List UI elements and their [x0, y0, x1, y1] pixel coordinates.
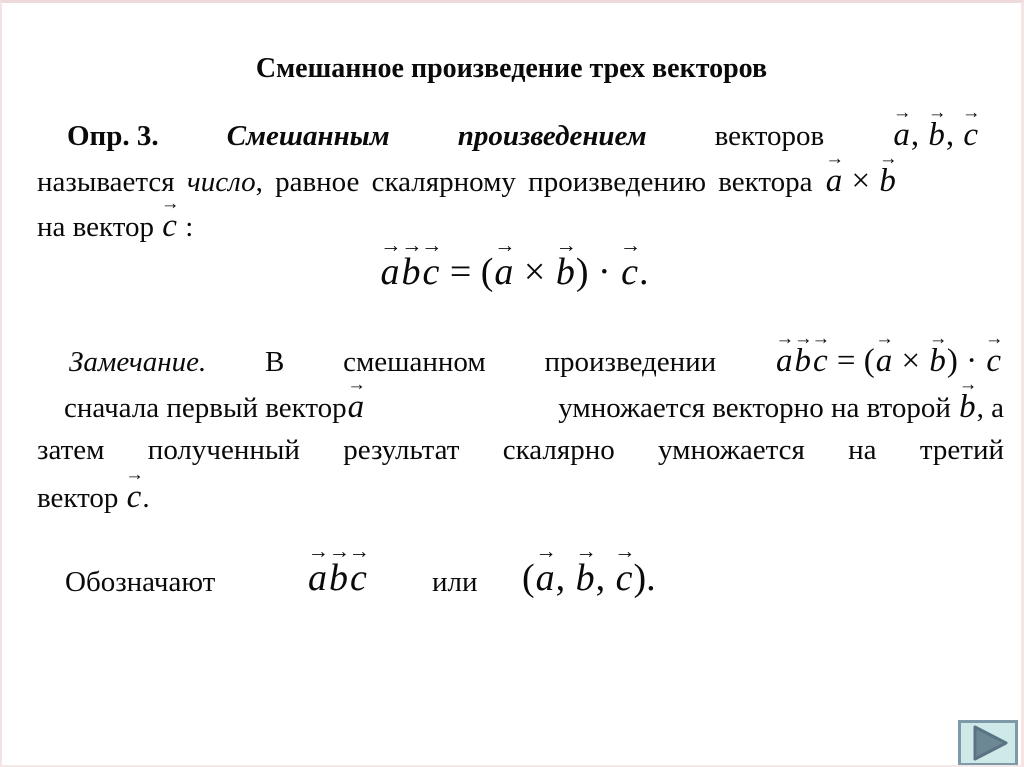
- vector-b: → b: [328, 538, 351, 599]
- vector-arrow-icon: →: [893, 101, 912, 122]
- vector-arrow-icon: →: [125, 463, 144, 484]
- vector-b: → b: [929, 327, 948, 379]
- definition-line-2: [37, 147, 1017, 202]
- notation-line: [2, 538, 1024, 615]
- play-icon: [958, 720, 1018, 766]
- text-segment: → a, → b, → c: [892, 115, 979, 156]
- text-segment: умножается: [658, 434, 805, 466]
- vector-b: → b: [401, 232, 423, 293]
- remark-line-2-left: [64, 373, 366, 428]
- vector-arrow-icon: →: [307, 538, 330, 563]
- vector-a: → a: [825, 147, 845, 199]
- vector-b: → b: [575, 538, 597, 599]
- text-segment: число: [186, 166, 256, 198]
- vector-arrow-icon: →: [494, 232, 516, 257]
- vector-arrow-icon: →: [535, 538, 557, 563]
- text-segment: Смешанным: [226, 120, 390, 152]
- vector-b: → b: [555, 232, 577, 293]
- vector-b: → b: [928, 101, 947, 153]
- vector-a: → a: [347, 373, 366, 425]
- text-segment: [125, 463, 144, 515]
- vector-arrow-icon: →: [347, 373, 366, 394]
- vector-arrow-icon: →: [161, 192, 180, 213]
- text-segment: Опр. 3.: [67, 120, 159, 152]
- vector-c: → c: [421, 232, 443, 293]
- vector-a: → a: [875, 327, 895, 379]
- remark-line-4: [37, 463, 150, 518]
- vector-arrow-icon: →: [421, 232, 443, 257]
- vector-a: → a: [380, 232, 402, 293]
- text-segment: :: [177, 211, 194, 243]
- remark-line-3: [37, 432, 1004, 468]
- text-segment: называется: [37, 166, 187, 198]
- text-segment: → a → b → c = ( → a × → b) · → c: [775, 341, 1002, 382]
- vector-c: → c: [614, 538, 636, 599]
- notation-or: или: [432, 566, 478, 598]
- text-segment: векторов: [714, 120, 825, 152]
- text-segment: произведением: [457, 120, 647, 152]
- notation-label: Обозначают: [65, 566, 216, 598]
- text-segment: вектор: [37, 482, 126, 514]
- text-segment: → a × → b: [825, 163, 897, 199]
- vector-c: → c: [125, 463, 144, 515]
- vector-arrow-icon: →: [985, 327, 1004, 348]
- text-segment: умножается векторно на второй: [558, 392, 959, 424]
- vector-arrow-icon: →: [962, 101, 981, 122]
- vector-arrow-icon: →: [929, 327, 948, 348]
- text-segment: → a → b → c = ( → a × → b) · → c.: [379, 251, 648, 293]
- text-segment: ( → a, → b, → c).: [522, 557, 656, 599]
- mixed-product-formula: [2, 232, 1024, 297]
- text-segment: третий: [919, 434, 1004, 466]
- text-segment: произведении: [544, 346, 717, 378]
- vector-arrow-icon: →: [348, 538, 370, 563]
- vector-arrow-icon: →: [619, 232, 642, 257]
- remark-line-2-right: [558, 373, 1004, 428]
- notation-math-tuple: [522, 538, 656, 603]
- remark-line-1: [69, 327, 1004, 382]
- vector-a: → a: [775, 327, 795, 379]
- text-segment: [958, 373, 978, 425]
- vector-c: → c: [985, 327, 1004, 379]
- text-segment: затем: [37, 434, 105, 466]
- vector-arrow-icon: →: [928, 101, 947, 122]
- text-segment: [347, 373, 366, 425]
- vector-arrow-icon: →: [875, 327, 895, 348]
- text-segment: на: [848, 434, 877, 466]
- vector-arrow-icon: →: [775, 327, 795, 348]
- vector-a: → a: [307, 538, 330, 599]
- vector-arrow-icon: →: [794, 327, 813, 348]
- vector-arrow-icon: →: [555, 232, 577, 257]
- vector-arrow-icon: →: [879, 147, 898, 168]
- vector-a: → a: [494, 232, 516, 293]
- vector-c: → c: [619, 232, 642, 293]
- vector-arrow-icon: →: [380, 232, 402, 257]
- remark-line-2: [64, 373, 1004, 428]
- vector-c: → c: [962, 101, 981, 153]
- vector-c: → c: [161, 192, 180, 244]
- vector-a: → a: [535, 538, 557, 599]
- vector-arrow-icon: →: [328, 538, 351, 563]
- vector-c: → c: [348, 538, 370, 599]
- vector-arrow-icon: →: [811, 327, 831, 348]
- vector-arrow-icon: →: [401, 232, 423, 257]
- text-segment: .: [142, 482, 150, 514]
- next-slide-button[interactable]: [958, 720, 1018, 766]
- slide-title: Смешанное произведение трех векторов: [255, 53, 768, 84]
- vector-a: → a: [893, 101, 912, 153]
- text-segment: , равное скалярному произведению вектора: [255, 166, 825, 198]
- text-segment: , а: [976, 392, 1004, 424]
- vector-b: → b: [958, 373, 978, 425]
- text-segment: [161, 192, 180, 244]
- vector-arrow-icon: →: [614, 538, 636, 563]
- text-segment: Замечание.: [69, 346, 207, 378]
- vector-arrow-icon: →: [825, 147, 845, 168]
- notation-math-abc: [307, 538, 370, 603]
- text-segment: полученный: [147, 434, 300, 466]
- text-segment: сначала первый вектор: [64, 392, 347, 424]
- vector-b: → b: [879, 147, 898, 199]
- text-segment: [307, 538, 370, 599]
- text-segment: смешанном: [343, 346, 486, 378]
- text-segment: результат: [343, 434, 460, 466]
- definition-line-3: [37, 192, 194, 247]
- vector-c: → c: [811, 327, 831, 379]
- vector-arrow-icon: →: [575, 538, 597, 563]
- text-segment: скалярно: [502, 434, 615, 466]
- text-segment: В: [264, 346, 285, 378]
- vector-b: → b: [794, 327, 813, 379]
- text-segment: на вектор: [37, 211, 162, 243]
- vector-arrow-icon: →: [958, 373, 978, 394]
